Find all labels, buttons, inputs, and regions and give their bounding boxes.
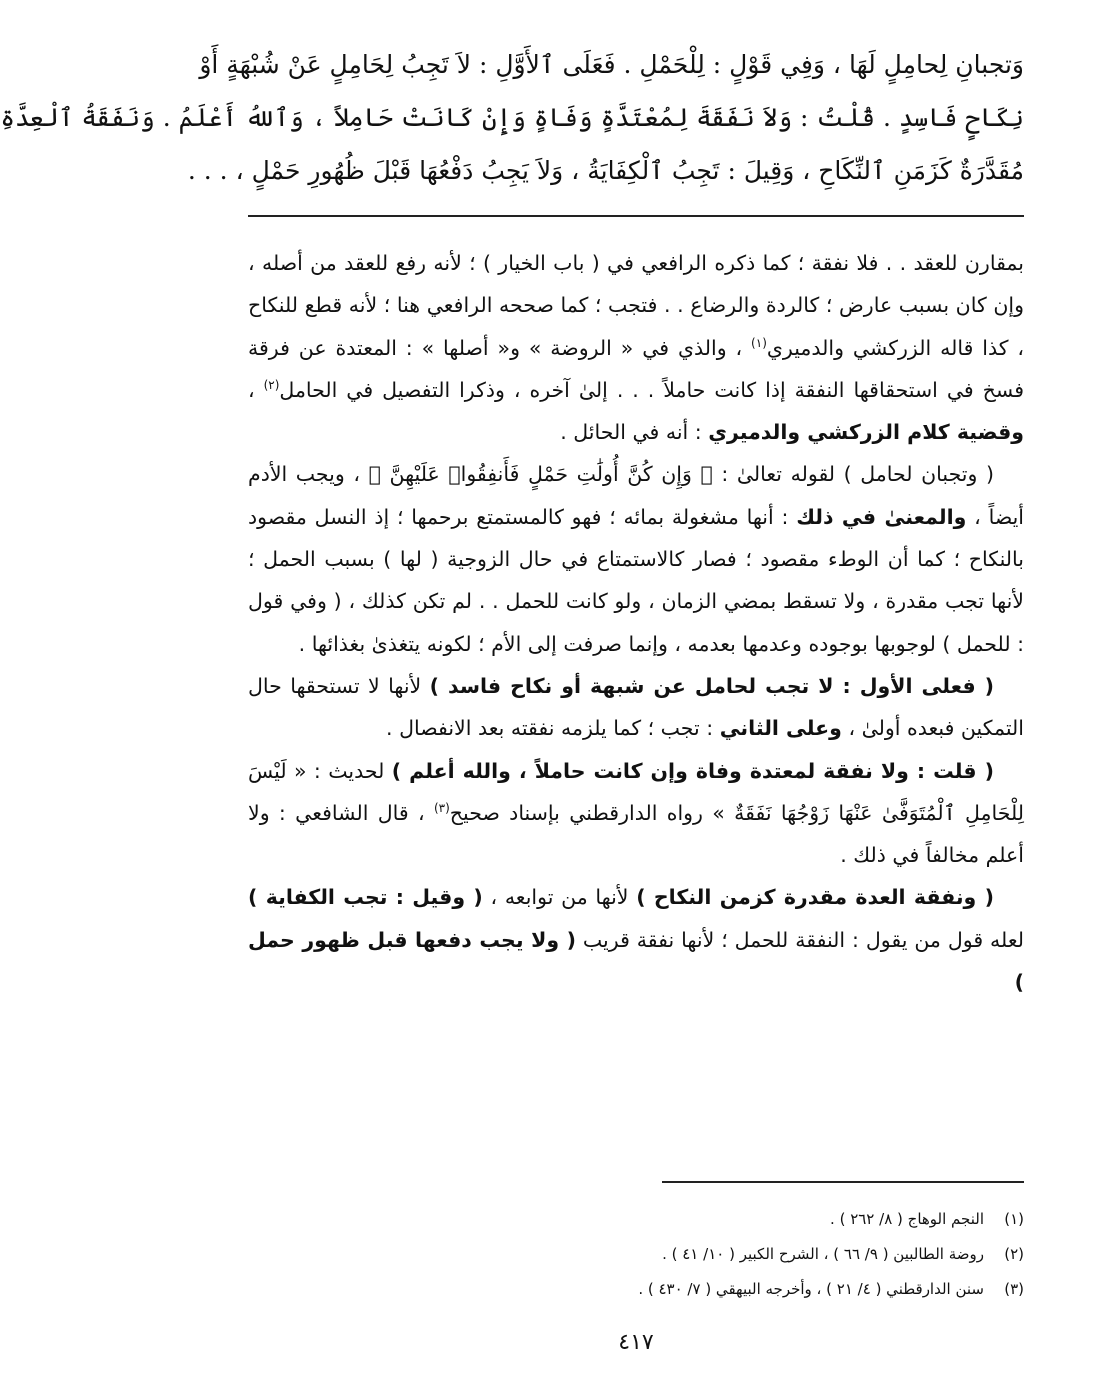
paragraph-3: ( فعلى الأول : لا تجب لحامل عن شبهة أو نكاح فاسد ) لأنها لا تستحقها حال التمكين فبعده أولىٰ ، وعلى الثاني : تجب ؛ كما يلزمه نفقته بعد الانفصال . xyxy=(248,673,1024,741)
footnote-number: (١) xyxy=(1004,1210,1024,1228)
commentary-text xyxy=(248,242,1024,1003)
footnote-number: (٣) xyxy=(1004,1280,1024,1298)
footnote-3 xyxy=(248,1272,1024,1307)
matn-line-1: وَتجبانِ لِحامِلٍ لَهَا ، وَفِي قَوْلٍ : لِلْحَمْلِ . فَعَلَى ٱلأَوَّلِ : لاَ تَجِبُ لِحَامِلٍ عَنْ شُبْهَةٍ أَوْ xyxy=(199,50,1024,79)
paragraph-1: بمقارن للعقد . . فلا نفقة ؛ كما ذكره الرافعي في ( باب الخيار ) ؛ لأنه رفع للعقد من أصله ، وإن كان بسبب عارض ؛ كالردة والرضاع . . فتجب ؛ كما صححه الرافعي هنا ؛ لأنه قطع للنكاح ، كذا قاله الزركشي والدميري$^{(١)}$ ، والذي في « الروضة » و« أصلها » : المعتدة عن فرقة فسخ في استحقاقها النفقة إذا كانت حاملاً . . . إلىٰ آخره ، وذكرا التفصيل في الحامل$^{(٢)}$ ، وقضية كلام الزركشي والدميري : أنه في الحائل . xyxy=(248,251,1024,445)
footnote-1 xyxy=(248,1202,1024,1237)
footnote-ref-3[interactable]: (٣) xyxy=(433,801,450,816)
matn-line-3: مُقَدَّرَةٌ كَزَمَنِ ٱلنِّكَاحِ ، وَقِيلَ : تَجِبُ ٱلْكِفَايَةُ ، وَلاَ يَجِبُ دَفْعُهَا قَبْلَ ظُهُورِ حَمْلٍ ، . . . xyxy=(187,156,1024,185)
book-page xyxy=(0,38,1025,1358)
page-number: ٤١٧ xyxy=(618,1330,654,1355)
footnote-text: سنن الدارقطني ( ٤/ ٢١ ) ، وأخرجه البيهقي ( ٧/ ٤٣٠ ) . xyxy=(638,1280,984,1298)
footnote-text: روضة الطالبين ( ٩/ ٦٦ ) ، الشرح الكبير ( ١٠/ ٤١ ) . xyxy=(662,1245,984,1263)
footnote-separator xyxy=(662,1181,1024,1183)
footnote-2 xyxy=(248,1237,1024,1272)
paragraph-2: ( وتجبان لحامل ) لقوله تعالىٰ : ﴿ وَإِن كُنَّ أُولَٰتِ حَمْلٍ فَأَنفِقُوا۟ عَلَيْهِنَّ ﴾ ، ويجب الأدم أيضاً ، والمعنىٰ في ذلك : أنها مشغولة بمائه ؛ فهو كالمستمتع برحمها ؛ إذ النسل مقصود بالنكاح ؛ كما أن الوطء مقصود ؛ فصار كالاستمتاع في حال الزوجية ( لها ) بسبب الحمل ؛ لأنها تجب مقدرة ، ولا تسقط بمضي الزمان ، ولو كانت للحمل . . لم تكن كذلك ، ( وفي قول : للحمل ) لوجوبها بوجوده وعدمها بعدمه ، وإنما صرفت إلى الأم ؛ لكونه يتغذىٰ بغذائها . xyxy=(248,462,1025,656)
matn-line-2: نِكَاحٍ فَاسِدٍ . قُلْتُ : وَلاَ نَفَقَةَ لِمُعْتَدَّةٍ وَفَاةٍ وَإِنْ كَانَتْ حَامِلاً ، وَٱللهُ أَعْلَمُ . وَنَفَقَةُ ٱلْعِدَّةِ xyxy=(0,103,1024,132)
matn-separator xyxy=(248,215,1024,217)
paragraph-5: ( ونفقة العدة مقدرة كزمن النكاح ) لأنها من توابعه ، ( وقيل : تجب الكفاية ) لعله قول من يقول : النفقة للحمل ؛ لأنها نفقة قريب ( ولا يجب دفعها قبل ظهور حمل ) xyxy=(248,885,1024,995)
footnotes xyxy=(248,1202,1024,1307)
footnote-text: النجم الوهاج ( ٨/ ٢٦٢ ) . xyxy=(830,1210,984,1228)
footnote-ref-2[interactable]: (٢) xyxy=(263,378,280,393)
paragraph-4: ( قلت : ولا نفقة لمعتدة وفاة وإن كانت حاملاً ، والله أعلم ) لحديث : « لَيْسَ لِلْحَامِلِ ٱلْمُتَوَفَّىٰ عَنْهَا زَوْجُهَا نَفَقَةٌ » رواه الدارقطني بإسناد صحيح$^{(٣)}$ ، قال الشافعي : ولا أعلم مخالفاً في ذلك . xyxy=(248,758,1024,868)
footnote-ref-1[interactable]: (١) xyxy=(751,335,767,350)
footnote-number: (٢) xyxy=(1004,1245,1024,1263)
matn-text xyxy=(0,38,1024,198)
